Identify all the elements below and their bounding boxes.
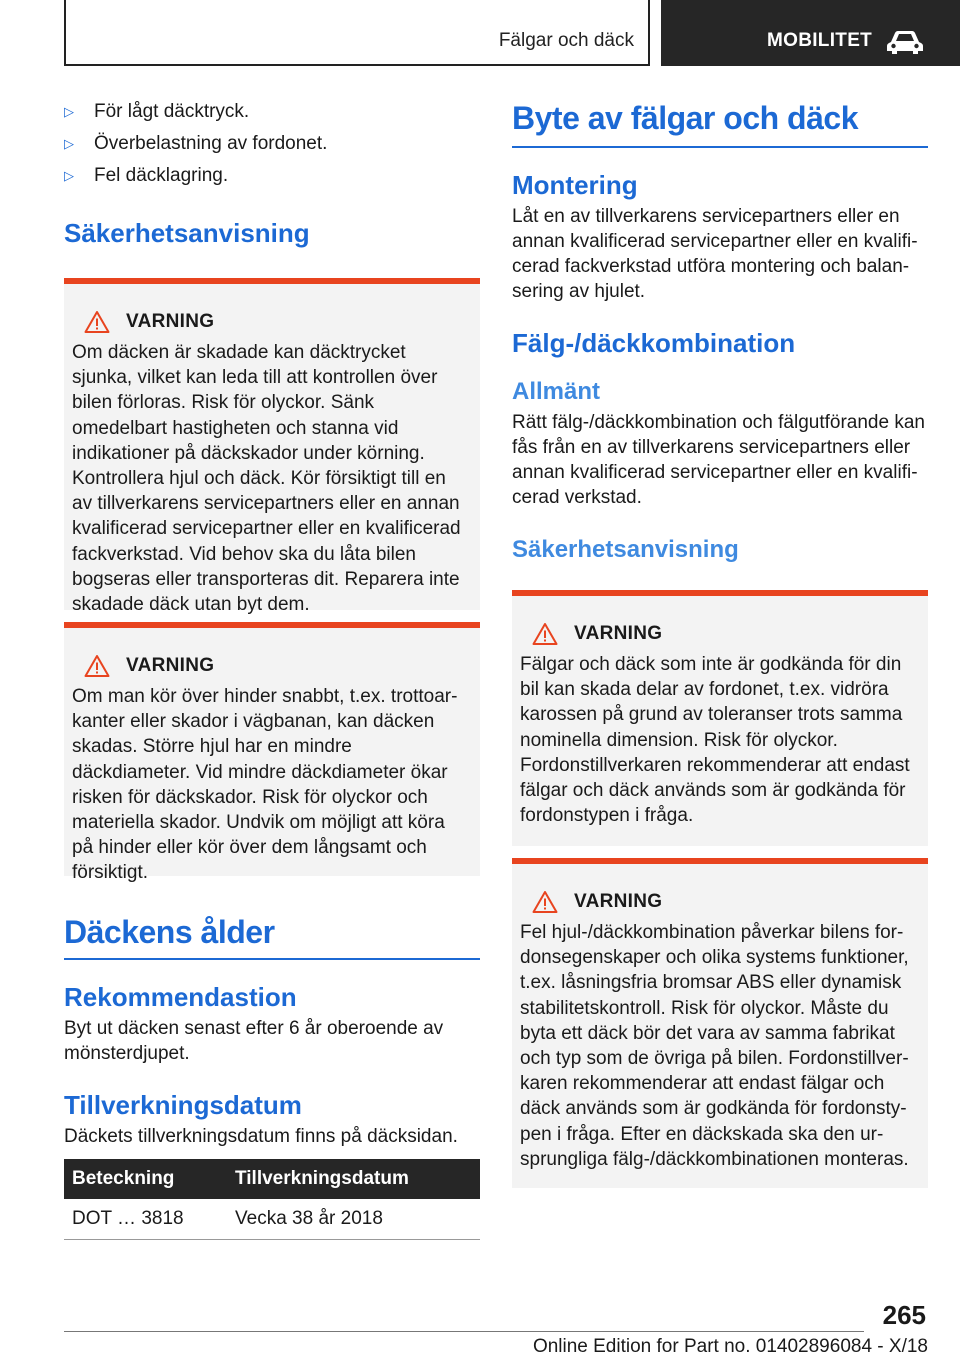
- warning-triangle-icon: [84, 310, 110, 334]
- header-section-title: Fälgar och däck: [498, 30, 634, 51]
- warning-title: VARNING: [126, 655, 215, 676]
- tire-age-heading: Däckens ålder: [64, 914, 275, 950]
- main-heading: Byte av fälgar och däck: [512, 100, 858, 136]
- table-header-row: [64, 1159, 480, 1199]
- mounting-heading: Montering: [512, 170, 638, 200]
- warning-box: [64, 622, 480, 884]
- manufacture-date-heading: Tillverkningsdatum: [64, 1090, 302, 1120]
- header-chapter-title: MOBILITET: [767, 30, 873, 51]
- warning-triangle-icon: [532, 890, 558, 914]
- warning-text: Fälgar och däck som inte är godkända för din bil kan skada delar av fordonet, t.ex. vidröra karossen på grund av toleranser trots samma nominella dimension. Risk för olyckor. Fordonstillverkaren rekommenderar att endast fälgar och däck används som är godkända för fordonstypen i fråga.: [520, 654, 910, 827]
- warning-title: VARNING: [126, 311, 215, 332]
- warning-triangle-icon: [84, 654, 110, 678]
- warning-box: [64, 278, 480, 616]
- warning-header: [520, 620, 920, 648]
- recommendation-text: Byt ut däcken senast efter 6 år oberoende av mönsterdjupet.: [64, 1018, 444, 1064]
- mounting-text: Låt en av tillverkarens servicepartners eller en annan kvalificerad servicepartner eller en kvalificerad fackverkstad utföra montering och balansering av hjulet.: [512, 206, 918, 302]
- header-section-box: [64, 0, 650, 66]
- safety-heading: Säkerhetsanvisning: [64, 218, 310, 248]
- table-cell: DOT … 3818: [64, 1199, 227, 1239]
- safety-heading: Säkerhetsanvisning: [512, 536, 739, 563]
- manufacture-date-table: [64, 1159, 480, 1240]
- table-cell: Vecka 38 år 2018: [227, 1199, 480, 1239]
- warning-triangle-icon: [532, 622, 558, 646]
- warning-header: [72, 308, 472, 336]
- list-item: ▷ Fel däcklagring.: [64, 160, 480, 192]
- right-column: [512, 100, 928, 1188]
- combination-heading: Fälg-/däckkombination: [512, 328, 796, 358]
- heading-rule: [512, 146, 928, 148]
- recommendation-heading: Rekommendastion: [64, 982, 297, 1012]
- left-column: [64, 96, 480, 1240]
- car-icon: [885, 28, 925, 56]
- footer-rule: [64, 1331, 864, 1332]
- table-header-cell: Tillverkningsdatum: [227, 1159, 480, 1199]
- warning-text: Om däcken är skadade kan däcktrycket sjunka, vilket kan leda till att kontrollen över bilen förloras. Risk för olyckor. Sänk omedelbart hastigheten och stanna vid indikationer på däckskador under körning. Kontrollera hjul och däck. Kör försiktigt till en av tillverkarens servicepartners eller en annan kvalificerad servicepartner eller en kvalificerad fackverkstad. Vid behov ska du låta bilen bogseras eller transporteras dit. Reparera inte skadade däck utan byt dem.: [72, 342, 461, 616]
- list-item: ▷ Överbelastning av fordonet.: [64, 128, 480, 160]
- triangle-bullet-icon: ▷: [64, 136, 74, 151]
- heading-rule: [64, 958, 480, 960]
- triangle-bullet-icon: ▷: [64, 104, 74, 119]
- page-header: [0, 0, 960, 66]
- warning-text: Om man kör över hinder snabbt, t.ex. trottoarkanter eller skador i vägbanan, kan däcken skadas. Större hjul har en mindre däckdiameter. Vid mindre däckdiameter ökar risken för däckskador. Risk för olyckor och materiella skador. Undvik om möjligt att köra på hinder eller kör över dem långsamt och försiktigt.: [72, 686, 458, 884]
- warning-text: Fel hjul-/däckkombination påverkar bilens fordonsegenskaper och olika systems funktioner, t.ex. låsningsfria bromsar ABS eller dynamisk stabilitetskontroll. Risk för olyckor. Måste du byta ett däck bör det vara av samma fabrikat och typ som de övriga på bilen. Fordonstillverkaren rekommenderar att endast fälgar och däck används som är godkända för fordonstypen i fråga. Efter en däckskada ska den ursprungliga fälg-/däckkombinationen monteras.: [520, 922, 909, 1170]
- bullet-list: [64, 96, 480, 192]
- warning-box: [512, 590, 928, 846]
- warning-box: [512, 858, 928, 1188]
- manufacture-date-text: Däckets tillverkningsdatum finns på däcksidan.: [64, 1126, 458, 1147]
- warning-title: VARNING: [574, 891, 663, 912]
- general-text: Rätt fälg-/däckkombination och fälgutförande kan fås från en av tillverkarens servicepartners eller annan kvalificerad servicepartner eller en kvalificerad verkstad.: [512, 412, 925, 508]
- header-chapter-box: [661, 0, 960, 66]
- table-row: [64, 1199, 480, 1239]
- table-header-cell: Beteckning: [64, 1159, 227, 1199]
- triangle-bullet-icon: ▷: [64, 168, 74, 183]
- footer-edition-text: Online Edition for Part no. 01402896084 - X/18: [532, 1336, 928, 1357]
- warning-header: [72, 652, 472, 680]
- warning-title: VARNING: [574, 623, 663, 644]
- general-heading: Allmänt: [512, 378, 601, 405]
- page-number: 265: [882, 1300, 926, 1330]
- warning-header: [520, 888, 920, 916]
- list-item: ▷ För lågt däcktryck.: [64, 96, 480, 128]
